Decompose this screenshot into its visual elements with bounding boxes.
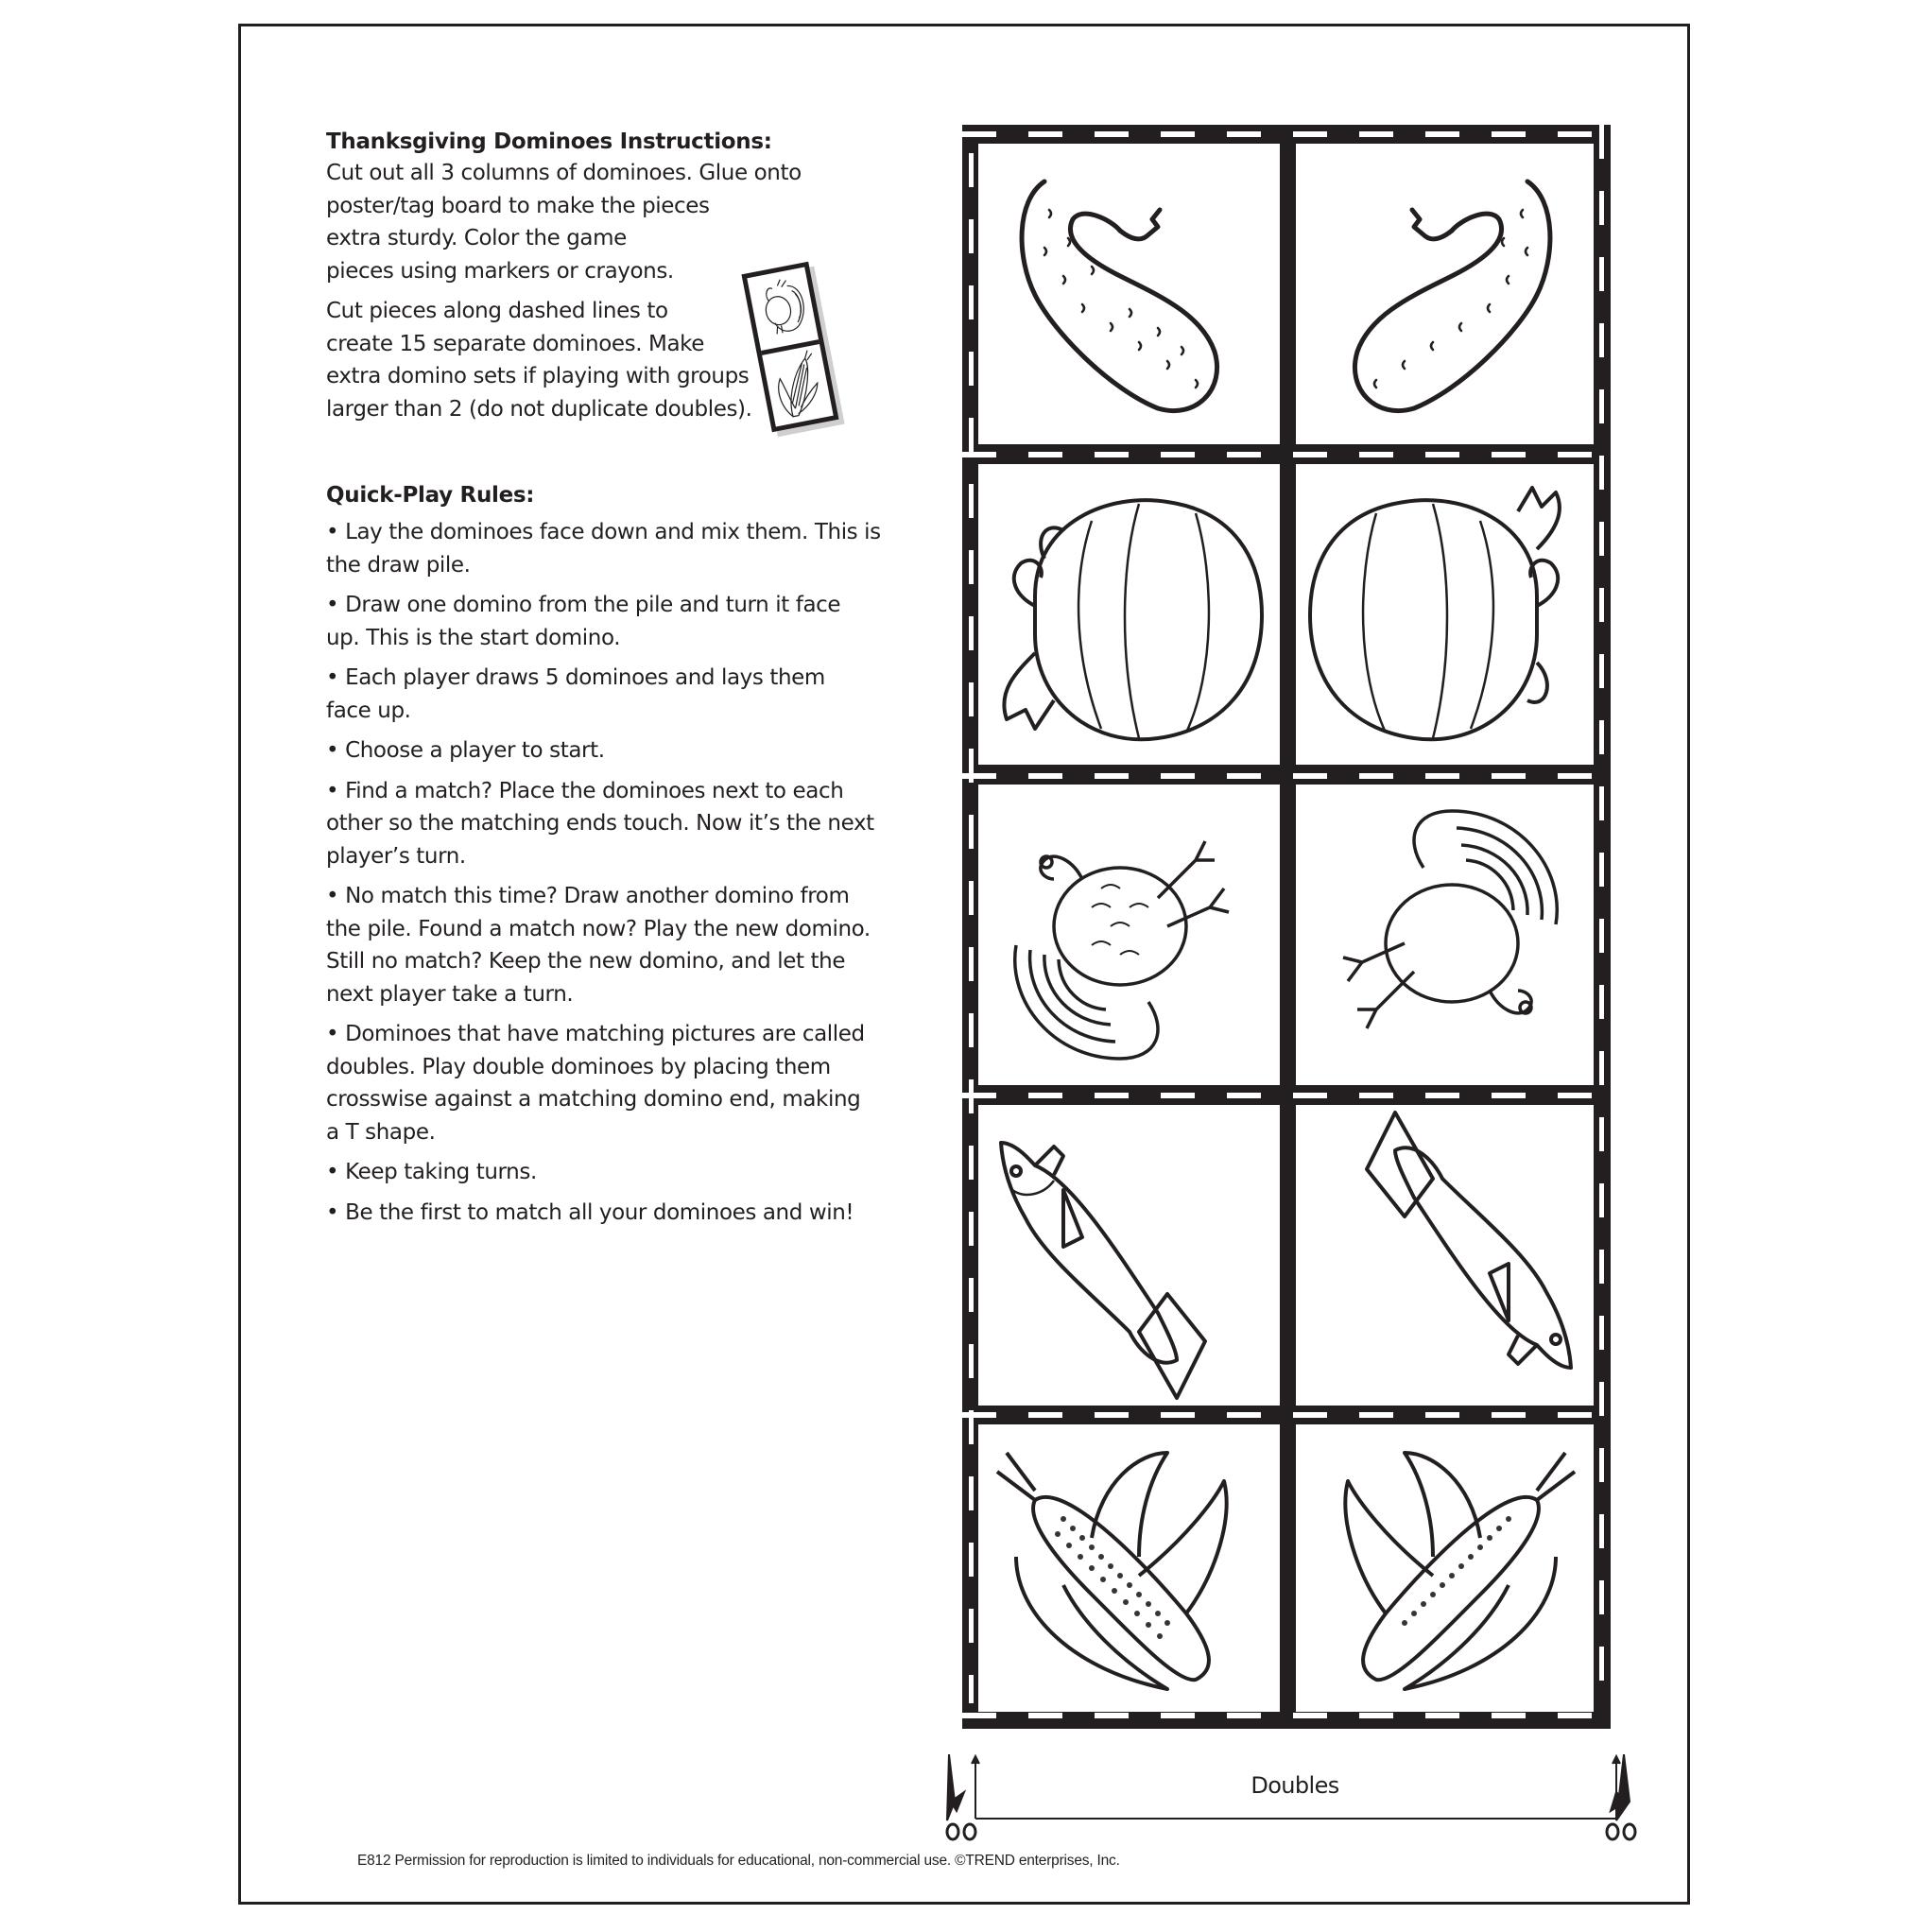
turkey-icon [978, 785, 1280, 1085]
pumpkin-icon [1296, 464, 1594, 765]
domino-cell [978, 785, 1280, 1085]
domino-cell [978, 144, 1280, 444]
rule-item [326, 662, 931, 727]
domino-cell [978, 1105, 1280, 1406]
text-line: create 15 separate dominoes. Make [326, 331, 705, 356]
text-line: • Each player draws 5 dominoes and lays them [326, 665, 825, 690]
text-line: • Dominoes that have matching pictures are called [326, 1022, 865, 1046]
text-line: pieces using markers or crayons. [326, 258, 674, 284]
text-line: extra domino sets if playing with groups [326, 364, 750, 388]
text-line: other so the matching ends touch. Now it’s the next [326, 811, 874, 836]
text-line: • Be the first to match all your dominoes and win! [326, 1199, 854, 1225]
squash-icon [1296, 144, 1594, 444]
scissors-icon [1603, 1754, 1641, 1849]
corn-icon [1296, 1424, 1594, 1712]
text-line: • Lay the dominoes face down and mix them. This is [326, 520, 881, 544]
pumpkin-icon [978, 464, 1280, 765]
rule-item [326, 734, 931, 768]
rule-item [326, 1018, 931, 1148]
domino-cell [1296, 785, 1594, 1085]
text-line: • Keep taking turns. [326, 1160, 537, 1184]
text-line: player’s turn. [326, 843, 466, 869]
text-line: extra sturdy. Color the game [326, 226, 627, 250]
doubles-label: Doubles [1251, 1772, 1339, 1799]
fish-icon [1296, 1105, 1594, 1406]
text-line: • Choose a player to start. [326, 738, 605, 763]
rule-item [326, 1197, 931, 1230]
rule-item [326, 880, 931, 1010]
footer-copyright: E812 Permission for reproduction is limited to individuals for educational, non-commercial use. ©TREND enterprises, Inc. [357, 1853, 1120, 1869]
rule-item [326, 1156, 931, 1189]
text-line: doubles. Play double dominoes by placing them [326, 1054, 831, 1079]
text-line: • No match this time? Draw another domino from [326, 884, 850, 908]
domino-cell [1296, 144, 1594, 444]
domino-cell [1296, 1105, 1594, 1406]
text-line: the pile. Found a match now? Play the new domino. [326, 916, 871, 941]
rules-title: Quick-Play Rules: [326, 483, 535, 508]
text-line: face up. [326, 698, 411, 723]
text-line: crosswise against a matching domino end, making [326, 1087, 861, 1112]
rule-item [326, 516, 931, 581]
doubles-label-area [936, 1730, 1654, 1853]
text-line: • Find a match? Place the dominoes next to each [326, 778, 844, 803]
text-line: up. This is the start domino. [326, 625, 621, 650]
rules-section [326, 480, 931, 1236]
turkey-icon [1296, 785, 1594, 1085]
text-line: • Draw one domino from the pile and turn it face [326, 593, 841, 617]
text-line: the draw pile. [326, 552, 471, 578]
domino-cell [1296, 1424, 1594, 1712]
fish-icon [978, 1105, 1280, 1406]
domino-strip [962, 125, 1611, 1729]
instructions-paragraph-1 [326, 157, 912, 287]
scissors-icon [943, 1754, 981, 1849]
domino-cell [978, 1424, 1280, 1712]
corn-icon [978, 1424, 1280, 1712]
rule-item [326, 589, 931, 654]
text-line: poster/tag board to make the pieces [326, 193, 710, 218]
text-line: larger than 2 (do not duplicate doubles). [326, 396, 752, 422]
text-line: next player take a turn. [326, 981, 574, 1007]
corn-icon [762, 344, 834, 427]
text-line: Cut out all 3 columns of dominoes. Glue onto [326, 161, 802, 185]
text-line: a T shape. [326, 1119, 436, 1145]
rule-item [326, 775, 931, 873]
text-line: Cut pieces along dashed lines to [326, 299, 668, 323]
domino-cell [1296, 464, 1594, 765]
squash-icon [978, 144, 1280, 444]
text-line: Still no match? Keep the new domino, and let the [326, 949, 846, 974]
domino-cell [978, 464, 1280, 765]
turkey-icon [748, 269, 819, 348]
instructions-title: Thanksgiving Dominoes Instructions: [326, 129, 772, 154]
